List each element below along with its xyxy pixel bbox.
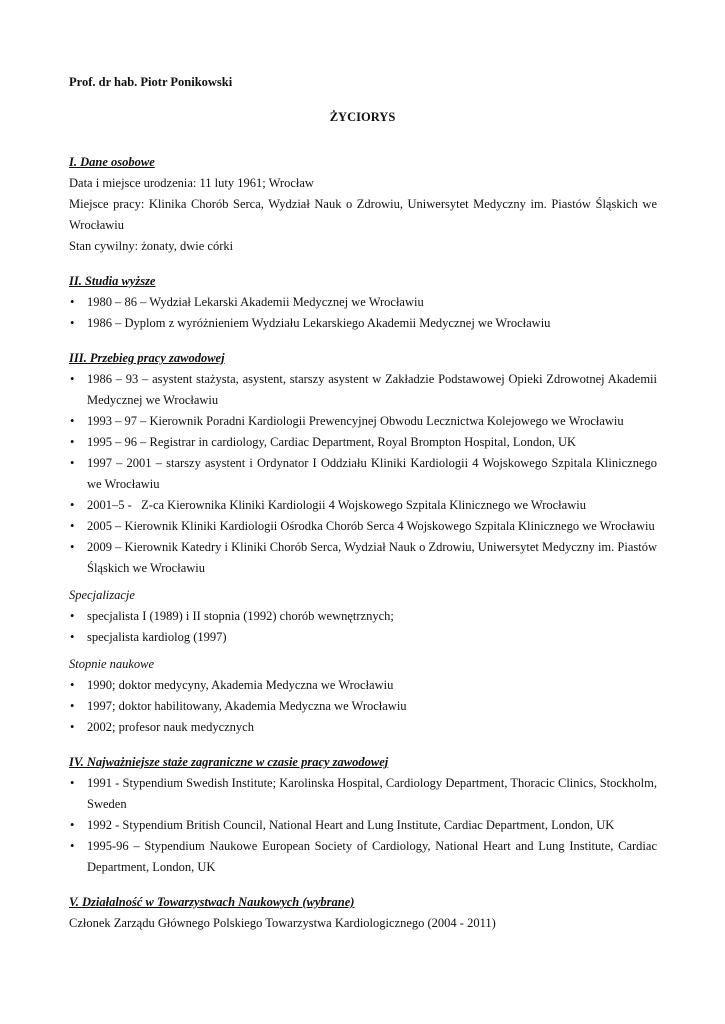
list-item: • 1997 – 2001 – starszy asystent i Ordynator I Oddziału Kliniki Kardiologii 4 Wojskowego Szpitala Klinicznego we Wrocławiu [69, 453, 657, 495]
section-heading: III. Przebieg pracy zawodowej [69, 351, 225, 365]
paragraph: Miejsce pracy: Klinika Chorób Serca, Wydział Nauk o Zdrowiu, Uniwersytet Medyczny im. Piastów Śląskich we Wrocławiu [69, 197, 657, 232]
bullet-icon: • [70, 498, 75, 512]
bullet-icon: • [70, 316, 75, 330]
document-body [69, 152, 657, 934]
list-item: • 1995-96 – Stypendium Naukowe European Society of Cardiology, National Heart and Lung Institute, Cardiac Department, London, UK [69, 836, 657, 878]
bullet-icon: • [70, 609, 75, 623]
section-foreign-internships [69, 752, 657, 878]
list-item: • 1993 – 97 – Kierownik Poradni Kardiologii Prewencyjnej Obwodu Lecznictwa Kolejowego we Wrocławiu [69, 411, 657, 432]
list-item: • 2001–5 - Z-ca Kierownika Kliniki Kardiologii 4 Wojskowego Szpitala Klinicznego we Wrocławiu [69, 495, 657, 516]
paragraph: Stan cywilny: żonaty, dwie córki [69, 239, 234, 253]
bullet-icon: • [70, 414, 75, 428]
bullet-icon: • [70, 372, 75, 386]
list-item: • 1997; doktor habilitowany, Akademia Medyczna we Wrocławiu [69, 696, 657, 717]
section-heading: II. Studia wyższe [69, 274, 156, 288]
section-career [69, 348, 657, 738]
section-heading: I. Dane osobowe [69, 155, 155, 169]
bullet-icon: • [70, 839, 75, 853]
list-item: • 1980 – 86 – Wydział Lekarski Akademii Medycznej we Wrocławiu [69, 292, 657, 313]
paragraph: Członek Zarządu Głównego Polskiego Towarzystwa Kardiologicznego (2004 - 2011) [69, 916, 496, 930]
section-heading: V. Działalność w Towarzystwach Naukowych (wybrane) [69, 895, 355, 909]
bullet-icon: • [70, 678, 75, 692]
subsection-heading: Specjalizacje [69, 588, 135, 602]
list-item: • 2009 – Kierownik Katedry i Kliniki Chorób Serca, Wydział Nauk o Zdrowiu, Uniwersytet Medyczny im. Piastów Śląskich we Wrocławiu [69, 537, 657, 579]
bullet-icon: • [70, 435, 75, 449]
list-item: • 2002; profesor nauk medycznych [69, 717, 657, 738]
section-higher-education [69, 271, 657, 334]
list-item: • 1990; doktor medycyny, Akademia Medyczna we Wrocławiu [69, 675, 657, 696]
list-item: • specjalista I (1989) i II stopnia (1992) chorób wewnętrznych; [69, 606, 657, 627]
bullet-icon: • [70, 456, 75, 470]
paragraph: Data i miejsce urodzenia: 11 luty 1961; Wrocław [69, 176, 314, 190]
bullet-list [69, 606, 657, 648]
list-item: • 1986 – 93 – asystent stażysta, asystent, starszy asystent w Zakładzie Podstawowej Opieki Zdrowotnej Akademii Medycznej we Wrocławiu [69, 369, 657, 411]
bullet-icon: • [70, 720, 75, 734]
list-item: • 1986 – Dyplom z wyróżnieniem Wydziału Lekarskiego Akademii Medycznej we Wrocławiu [69, 313, 657, 334]
bullet-icon: • [70, 295, 75, 309]
bullet-list [69, 369, 657, 579]
bullet-icon: • [70, 776, 75, 790]
subsection-heading: Stopnie naukowe [69, 657, 155, 671]
section-personal-data [69, 152, 657, 257]
document-title: ŻYCIORYS [329, 110, 396, 124]
bullet-list [69, 675, 657, 738]
author-name: Prof. dr hab. Piotr Ponikowski [69, 75, 233, 89]
list-item: • 1995 – 96 – Registrar in cardiology, Cardiac Department, Royal Brompton Hospital, London, UK [69, 432, 657, 453]
bullet-icon: • [70, 699, 75, 713]
list-item: • 1991 - Stypendium Swedish Institute; Karolinska Hospital, Cardiology Department, Thoracic Clinics, Stockholm, Sweden [69, 773, 657, 815]
bullet-icon: • [70, 818, 75, 832]
section-heading: IV. Najważniejsze staże zagraniczne w czasie pracy zawodowej [69, 755, 389, 769]
bullet-icon: • [70, 519, 75, 533]
list-item: • 2005 – Kierownik Kliniki Kardiologii Ośrodka Chorób Serca 4 Wojskowego Szpitala Klinicznego we Wrocławiu [69, 516, 657, 537]
list-item: • specjalista kardiolog (1997) [69, 627, 657, 648]
bullet-icon: • [70, 630, 75, 644]
section-scientific-societies [69, 892, 657, 934]
bullet-list [69, 773, 657, 878]
list-item: • 1992 - Stypendium British Council, National Heart and Lung Institute, Cardiac Department, London, UK [69, 815, 657, 836]
bullet-list [69, 292, 657, 334]
bullet-icon: • [70, 540, 75, 554]
